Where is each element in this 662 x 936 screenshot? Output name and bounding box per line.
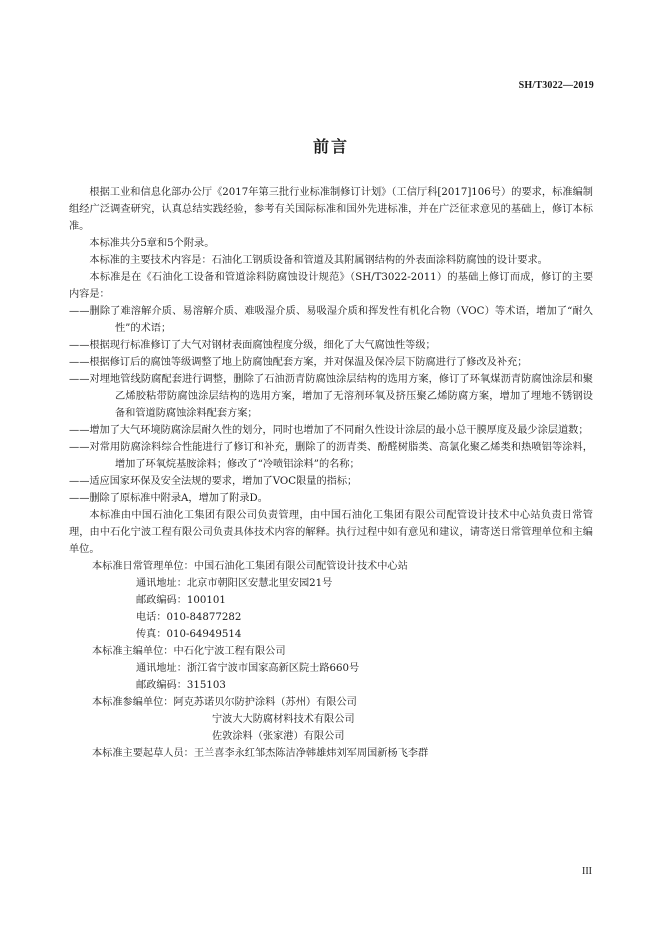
list-item: ——删除了难溶解介质、易溶解介质、难吸湿介质、易吸湿介质和挥发性有机化合物（VOC）等术语，增加了“耐久性”的术语；	[69, 306, 593, 334]
revision-list	[69, 303, 593, 507]
document-body	[69, 184, 593, 762]
chief-unit-postcode: 邮政编码：315103	[136, 680, 226, 691]
list-item: ——增加了大气环境防腐涂层耐久性的划分，同时也增加了不同耐久性设计涂层的最小总干膜厚度及最少涂层道数；	[69, 425, 589, 436]
daily-unit-fax: 传真：010-64949514	[136, 629, 242, 640]
standard-code: SH/T3022—2019	[518, 80, 594, 91]
list-item: ——对常用防腐涂料综合性能进行了修订和补充，删除了的沥青类、酚醛树脂类、高氯化聚乙烯类和热喷铝等涂料，增加了环氧烷基胺涂料；修改了“冷喷铝涂料”的名称；	[69, 442, 593, 470]
list-item: ——根据修订后的腐蚀等级调整了地上防腐蚀配套方案，并对保温及保冷层下防腐进行了修改及补充；	[69, 357, 528, 368]
paragraph-management: 本标准由中国石油化工集团有限公司负责管理，由中国石油化工集团有限公司配管设计技术中心站负责日常管理，由中石化宁波工程有限公司负责具体技术内容的解释。执行过程中如有意见和建议，请寄送日常管理单位和主编单位。	[69, 510, 593, 555]
paragraph-revision-intro: 本标准是在《石油化工设备和管道涂料防腐蚀设计规范》（SH/T3022-2011）的基础上修订而成，修订的主要内容是：	[69, 272, 593, 300]
drafters-label: 本标准主要起草人员：	[92, 748, 194, 759]
participating-units-label: 本标准参编单位：	[92, 697, 174, 708]
chief-editor-unit	[69, 643, 593, 694]
page-title: 前言	[312, 137, 349, 156]
chief-unit-label: 本标准主编单位：	[92, 646, 174, 657]
daily-unit-address: 通讯地址：北京市朝阳区安慧北里安园21号	[136, 578, 333, 589]
page-number: III	[582, 866, 592, 877]
participating-units	[69, 694, 593, 745]
paragraph-main-content: 本标准的主要技术内容是：石油化工钢质设备和管道及其附属钢结构的外表面涂料防腐蚀的设计要求。	[89, 255, 548, 266]
daily-management-unit	[69, 558, 593, 643]
participating-unit-name: 阿克苏诺贝尔防护涂料（苏州）有限公司	[173, 697, 357, 708]
daily-unit-postcode: 邮政编码：100101	[136, 595, 226, 606]
daily-unit-phone: 电话：010-84877282	[136, 612, 242, 623]
participating-unit-name: 佐敦涂料（张家港）有限公司	[212, 731, 345, 742]
daily-unit-name: 中国石油化工集团有限公司配管设计技术中心站	[193, 561, 408, 572]
drafters	[69, 745, 593, 762]
list-item: ——适应国家环保及安全法规的要求，增加了VOC限量的指标；	[69, 476, 358, 487]
drafters-names: 王兰喜李永红邹杰陈洁净韩雄炜刘军周国新杨飞李群	[193, 748, 429, 759]
list-item: ——对埋地管线防腐配套进行调整，删除了石油沥青防腐蚀涂层结构的选用方案，修订了环氧煤沥青防腐蚀涂层和聚乙烯胶粘带防腐蚀涂层结构的选用方案，增加了无溶剂环氧及挤压聚乙烯防腐方案，增加了埋地不锈钢设备和管道防腐蚀涂料配套方案；	[69, 374, 593, 419]
participating-unit-name: 宁波大大防腐材料技术有限公司	[212, 714, 355, 725]
chief-unit-name: 中石化宁波工程有限公司	[173, 646, 286, 657]
list-item: ——删除了原标准中附录A，增加了附录D。	[69, 493, 268, 504]
chief-unit-address: 通讯地址：浙江省宁波市国家高新区院士路660号	[136, 663, 360, 674]
list-item: ——根据现行标准修订了大气对钢材表面腐蚀程度分级，细化了大气腐蚀性等级；	[69, 340, 436, 351]
paragraph-structure: 本标准共分5章和5个附录。	[89, 238, 215, 249]
daily-unit-label: 本标准日常管理单位：	[92, 561, 194, 572]
paragraph-basis: 根据工业和信息化部办公厅《2017年第三批行业标准制修订计划》（工信厅科[2017]106号）的要求，标准编制组经广泛调查研究，认真总结实践经验，参考有关国际标准和国外先进标准，并在广泛征求意见的基础上，修订本标准。	[69, 187, 593, 232]
